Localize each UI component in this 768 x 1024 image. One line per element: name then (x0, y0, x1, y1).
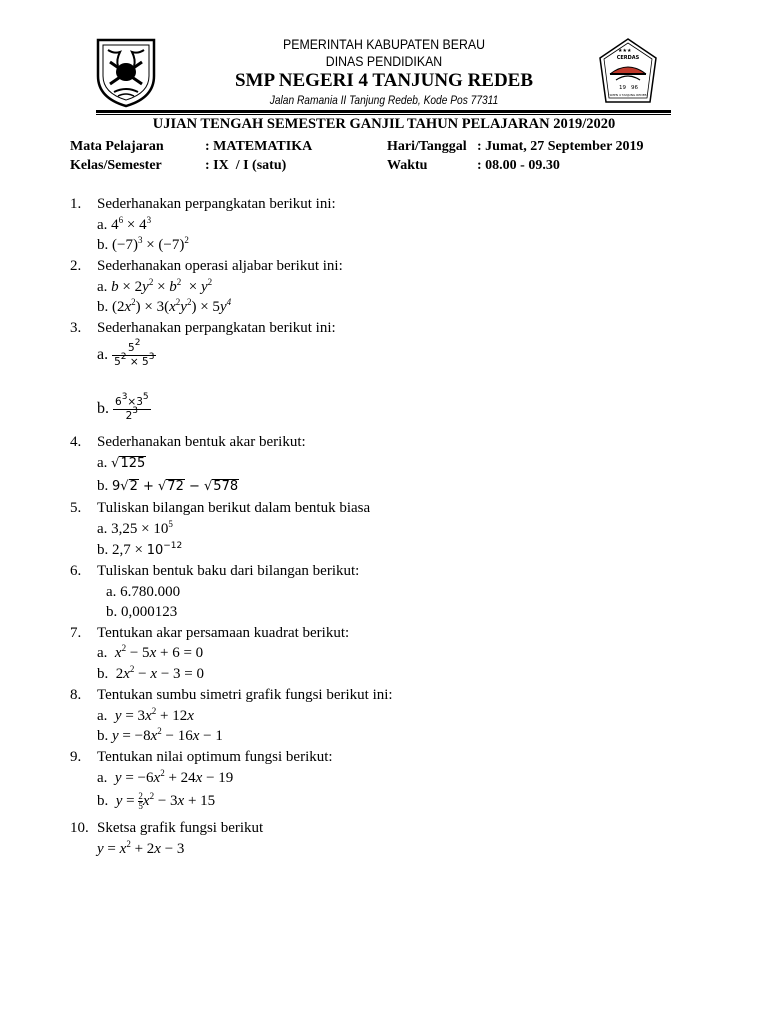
question-number: 9. (70, 749, 82, 765)
school-logo-name: SMPN 4 TANJUNG REDEB (609, 93, 647, 97)
question-text: Sketsa grafik fungsi berikut (97, 820, 264, 836)
subject-label: Mata Pelajaran (70, 139, 164, 154)
question-option-a: a. $3,25 \times 10^5$ (97, 519, 173, 537)
question-text: Sederhanakan perpangkatan berikut ini: (97, 196, 336, 212)
question-option-b: b. $(2x^2) \times 3(x^2y^2) \times 5y^4$ (97, 297, 232, 315)
question-text: Tentukan akar persamaan kuadrat berikut: (97, 625, 350, 641)
question-number: 8. (70, 687, 82, 703)
fraction: $\frac{5^2}{5^2 \times 5^3}$ (114, 338, 155, 368)
question-text: Tentukan nilai optimum fungsi berikut: (97, 749, 333, 765)
question-number: 5. (70, 500, 82, 516)
question-number: 3. (70, 320, 82, 336)
question-number: 1. (70, 196, 82, 212)
question-text: Tentukan sumbu simetri grafik fungsi berikut ini: (97, 687, 393, 703)
question-option-a: a. $b \times 2y^2 \times b^2 \times y^2$ (97, 277, 213, 295)
question-option-b: b. $(-7)^3 \times (-7)^2$ (97, 235, 189, 253)
question-option-a: a. 6.780.000 (106, 584, 181, 600)
question-option-b: b. y = $\frac{2}{5}$ $x^2 - 3x + 15$ (97, 790, 216, 811)
header-school-name: SMP NEGERI 4 TANJUNG REDEB (234, 70, 534, 91)
question-number: 2. (70, 258, 82, 274)
header-address: Jalan Ramania II Tanjung Redeb, Kode Pos 77311 (269, 93, 499, 107)
date-label: Hari/Tanggal (387, 139, 467, 154)
svg-text:★★★: ★★★ (618, 48, 632, 54)
question-option-a: a. √125 (97, 455, 146, 471)
question-text: Sederhanakan operasi aljabar berikut ini: (97, 258, 343, 274)
question-number: 4. (70, 434, 82, 450)
question-option-a: a. $4^6 \times 4^3$ (97, 215, 152, 233)
fraction: $\frac{6^3\times 3^5}{2^3}$ (115, 392, 149, 422)
question-text: Tuliskan bilangan berikut dalam bentuk biasa (97, 500, 371, 516)
question-option-a: a. $\frac{5^2}{5^2 \times 5^3}$ (97, 338, 155, 368)
question-text: Sederhanakan perpangkatan berikut ini: (97, 320, 336, 336)
question-option-a: a. $y = -6x^2 + 24x - 19$ (97, 768, 234, 786)
question-option-b: b. $\frac{6^3\times 3^5}{2^3}$ (97, 392, 149, 422)
question-option-b: b. 9√2 + √72 − √578 (97, 478, 239, 494)
school-logo-motto: CERDAS (616, 55, 640, 61)
question-formula: $y = x^2 + 2x - 3$ (97, 839, 185, 857)
class-label: Kelas/Semester (70, 158, 162, 173)
class-value: : IX / I (satu) (205, 158, 287, 173)
header-divider-thick (96, 110, 671, 113)
question-option-a: a. $x^2 - 5x + 6 = 0$ (97, 643, 204, 661)
question-number: 10. (70, 820, 89, 836)
school-logo-year-right: 96 (631, 85, 638, 91)
question-text: Sederhanakan bentuk akar berikut: (97, 434, 306, 450)
question-option-b: b. 0,000123 (106, 604, 178, 620)
date-value: : Jumat, 27 September 2019 (477, 139, 644, 154)
time-label: Waktu (387, 158, 428, 173)
time-value: : 08.00 - 09.30 (477, 158, 560, 173)
question-option-b: b. $2x^2 - x - 3 = 0$ (97, 664, 204, 682)
question-option-b: b. $y = -8x^2 - 16x - 1$ (97, 726, 223, 744)
exam-title: UJIAN TENGAH SEMESTER GANJIL TAHUN PELAJARAN 2019/2020 (152, 116, 616, 132)
question-number: 6. (70, 563, 82, 579)
fraction: $\frac{2}{5}$ (138, 791, 143, 811)
header-government: PEMERINTAH KABUPATEN BERAU (283, 36, 485, 52)
subject-value: : MATEMATIKA (205, 139, 313, 154)
question-option-b: b. $2,7 \times 10^{-12}$ (97, 541, 183, 558)
header-department: DINAS PENDIDIKAN (325, 53, 443, 69)
header-divider-thin (96, 114, 671, 115)
question-option-a: a. $y = 3x^2 + 12x$ (97, 706, 194, 724)
school-logo-year-left: 19 (619, 85, 626, 91)
question-number: 7. (70, 625, 82, 641)
question-text: Tuliskan bentuk baku dari bilangan berikut: (97, 563, 360, 579)
